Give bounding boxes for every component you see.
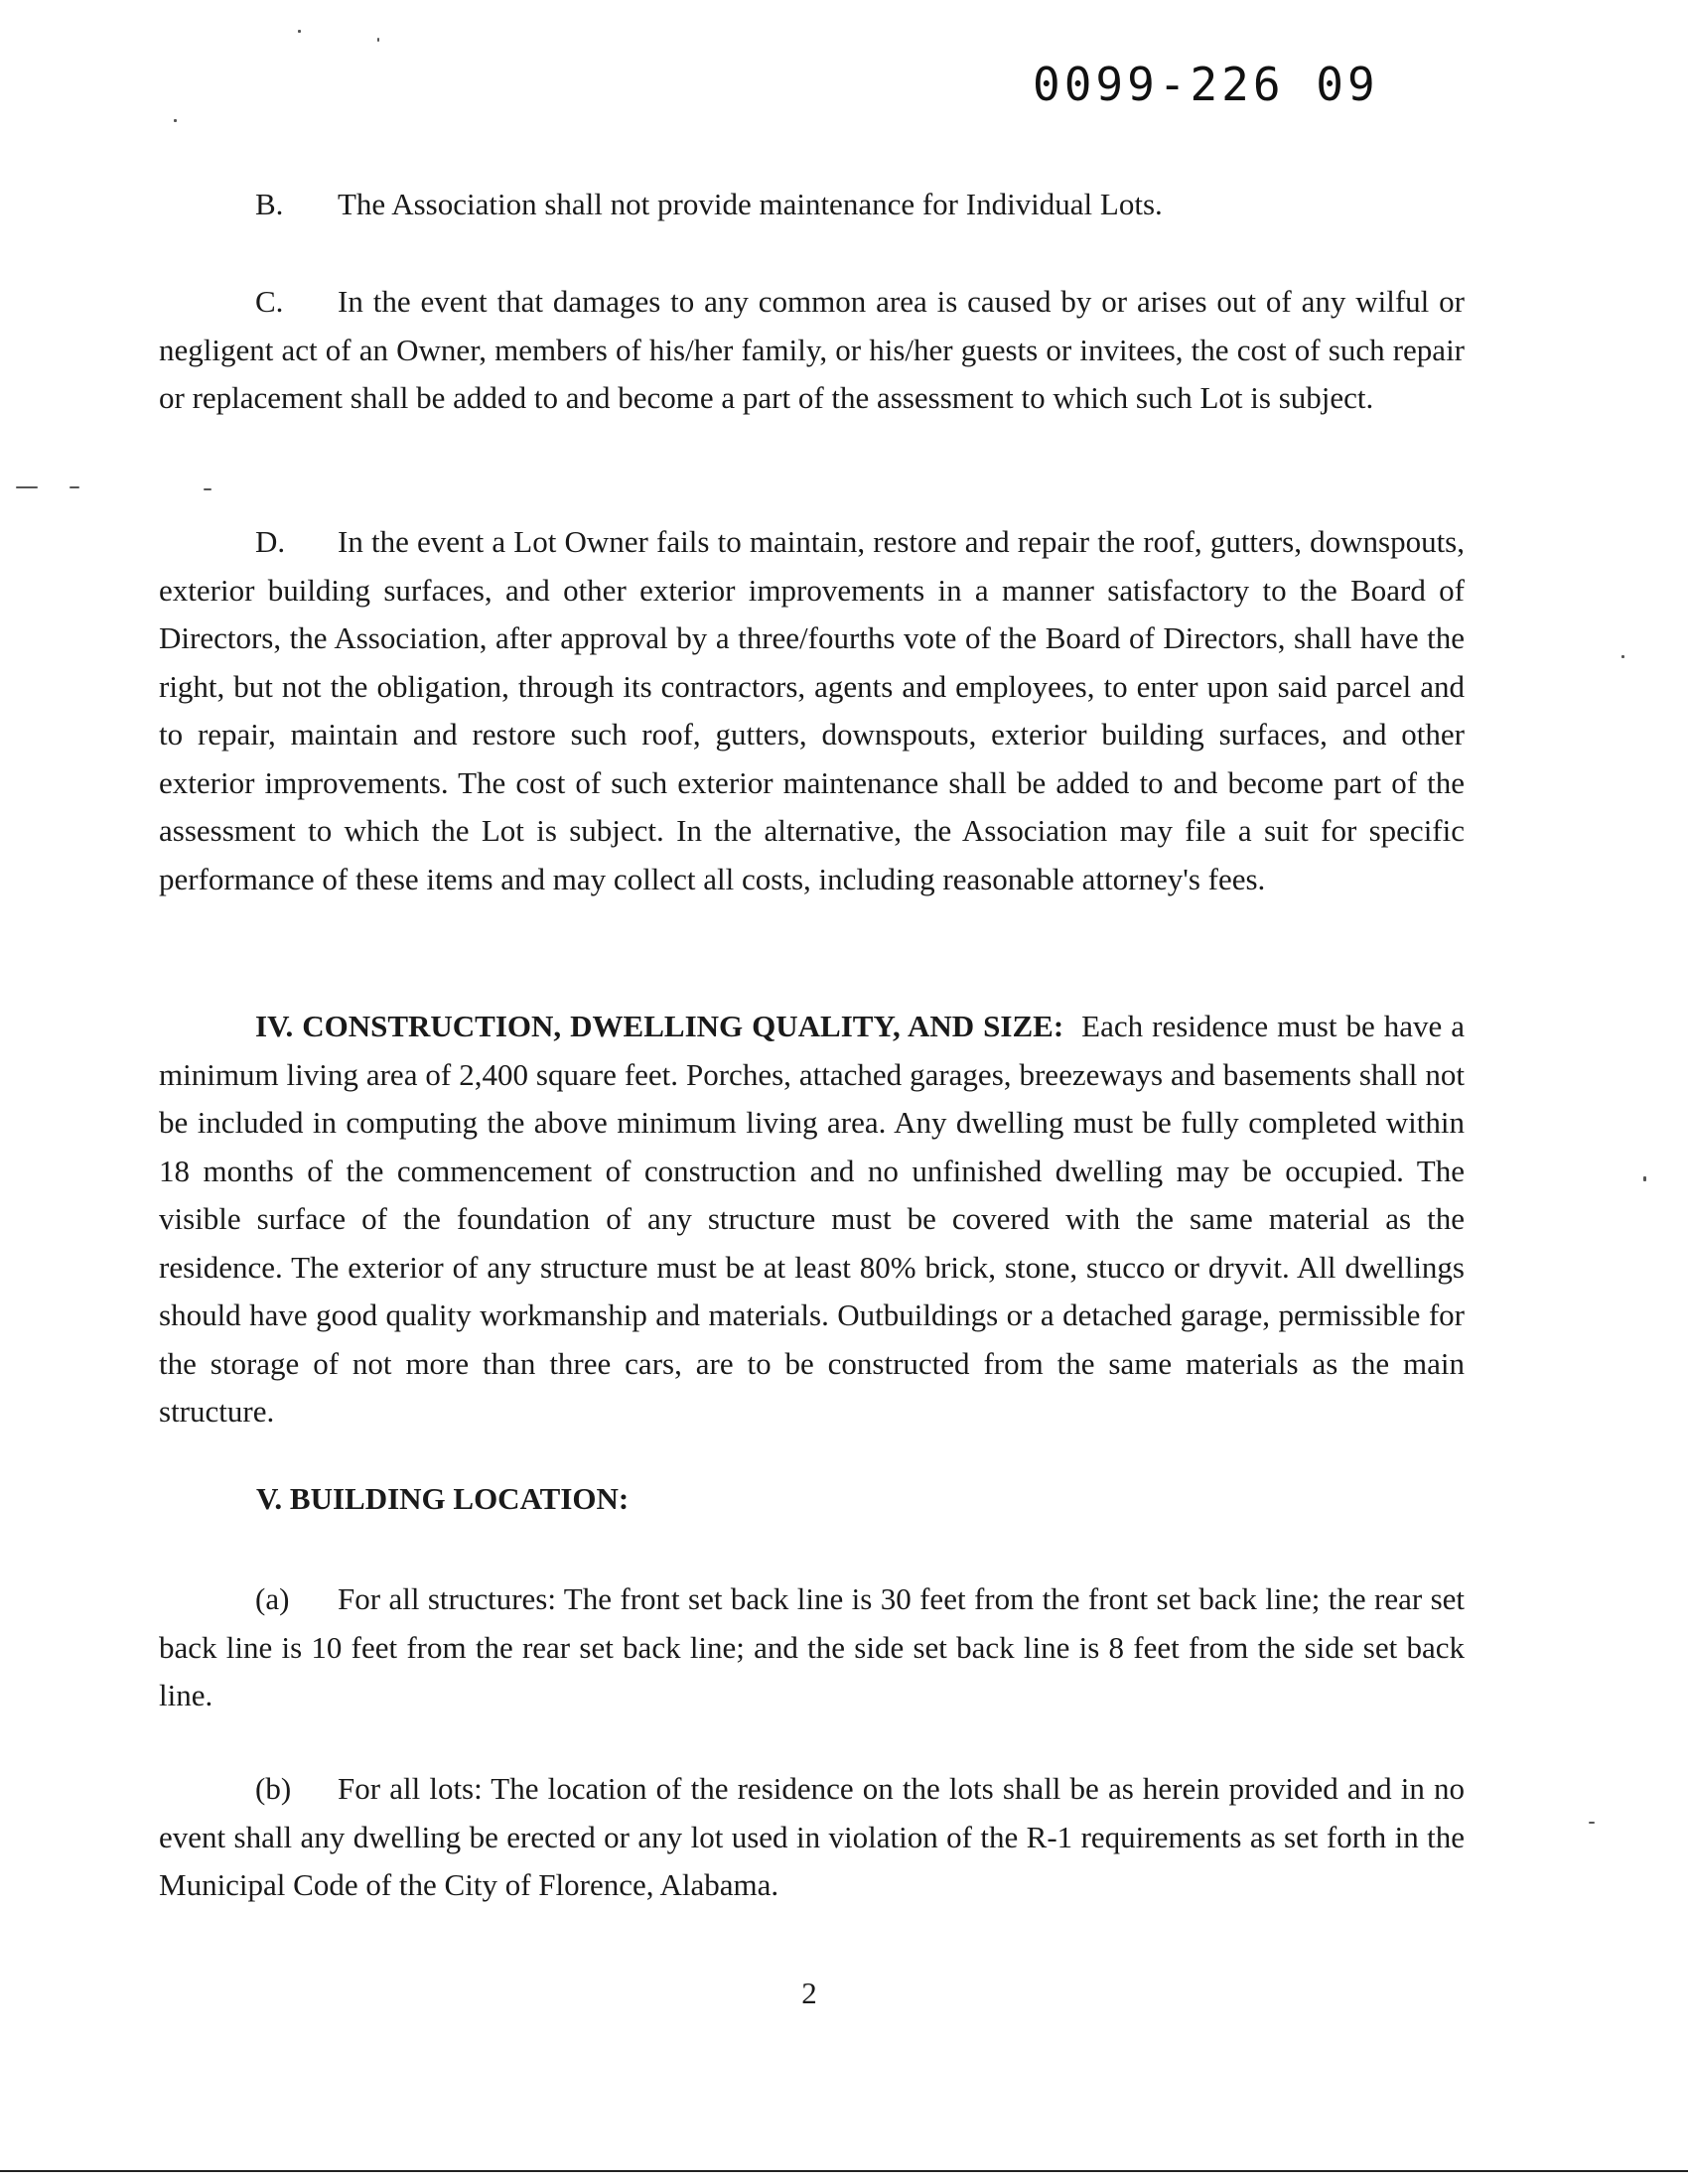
scan-speck — [377, 38, 379, 42]
paragraph-b — [159, 181, 1465, 229]
scan-speck — [1589, 1822, 1595, 1824]
paragraph-b-marker: B. — [255, 187, 284, 221]
paragraph-c-text: In the event that damages to any common area is caused by or arises out of any wilful or negligent act of an Owner, members of his/her family, or his/her guests or invitees, the cost of such repair or replacement shall be added to and become a part of the assessment to which such Lot is subject. — [159, 284, 1465, 415]
paragraph-d — [159, 518, 1465, 903]
section-v-paragraph-b — [159, 1765, 1465, 1910]
section-v-heading: V. BUILDING LOCATION: — [256, 1481, 630, 1516]
section-v-a-text: For all structures: The front set back line is 30 feet from the front set back line; the rear set back line is 10 feet from the rear set back line; and the side set back line is 8 feet from the side set back line. — [159, 1581, 1465, 1712]
section-v-b-text: For all lots: The location of the residence on the lots shall be as herein provided and in no event shall any dwelling be erected or any lot used in violation of the R-1 requirements as set forth in the Municipal Code of the City of Florence, Alabama. — [159, 1771, 1465, 1902]
paragraph-c-marker: C. — [255, 284, 284, 319]
section-iv-heading: IV. CONSTRUCTION, DWELLING QUALITY, AND SIZE: — [255, 1009, 1064, 1043]
scan-speck — [1643, 1176, 1646, 1181]
scan-speck — [298, 30, 301, 33]
paragraph-c — [159, 278, 1465, 423]
paragraph-d-marker: D. — [255, 524, 286, 559]
scan-speck — [204, 488, 211, 490]
scan-speck — [70, 486, 79, 488]
scan-speck — [16, 486, 38, 488]
paragraph-d-text: In the event a Lot Owner fails to maintain, restore and repair the roof, gutters, downspouts, exterior building surfaces, and other exterior improvements in a manner satisfactory to the Board of Directors, the Association, after approval by a three/fourths vote of the Board of Directors, shall have the right, but not the obligation, through its contractors, agents and employees, to enter upon said parcel and to repair, maintain and restore such roof, gutters, downspouts, exterior building surfaces, and other exterior improvements. The cost of such exterior maintenance shall be added to and become part of the assessment to which the Lot is subject. In the alternative, the Association may file a suit for specific performance of these items and may collect all costs, including reasonable attorney's fees. — [159, 524, 1465, 896]
bottom-edge-rule — [0, 2170, 1688, 2172]
recording-number: 0099-226 09 — [1033, 58, 1379, 111]
paragraph-b-text: The Association shall not provide maintenance for Individual Lots. — [338, 187, 1163, 221]
page-number: 2 — [801, 1976, 817, 2010]
section-v-b-marker: (b) — [255, 1771, 292, 1806]
scan-speck — [174, 119, 177, 122]
scan-speck — [1621, 655, 1624, 658]
section-v-a-marker: (a) — [255, 1581, 290, 1616]
section-v-paragraph-a — [159, 1575, 1465, 1720]
section-iv-text: Each residence must be have a minimum living area of 2,400 square feet. Porches, attached garages, breezeways and basements shall not be included in computing the above minimum living area. Any dwelling must be fully completed within 18 months of the commencement of construction and no unfinished dwelling may be occupied. The visible surface of the foundation of any structure must be covered with the same material as the residence. The exterior of any structure must be at least 80% brick, stone, stucco or dryvit. All dwellings should have good quality workmanship and materials. Outbuildings or a detached garage, permissible for the storage of not more than three cars, are to be constructed from the same materials as the main structure. — [159, 1009, 1465, 1429]
section-iv — [159, 1003, 1465, 1436]
